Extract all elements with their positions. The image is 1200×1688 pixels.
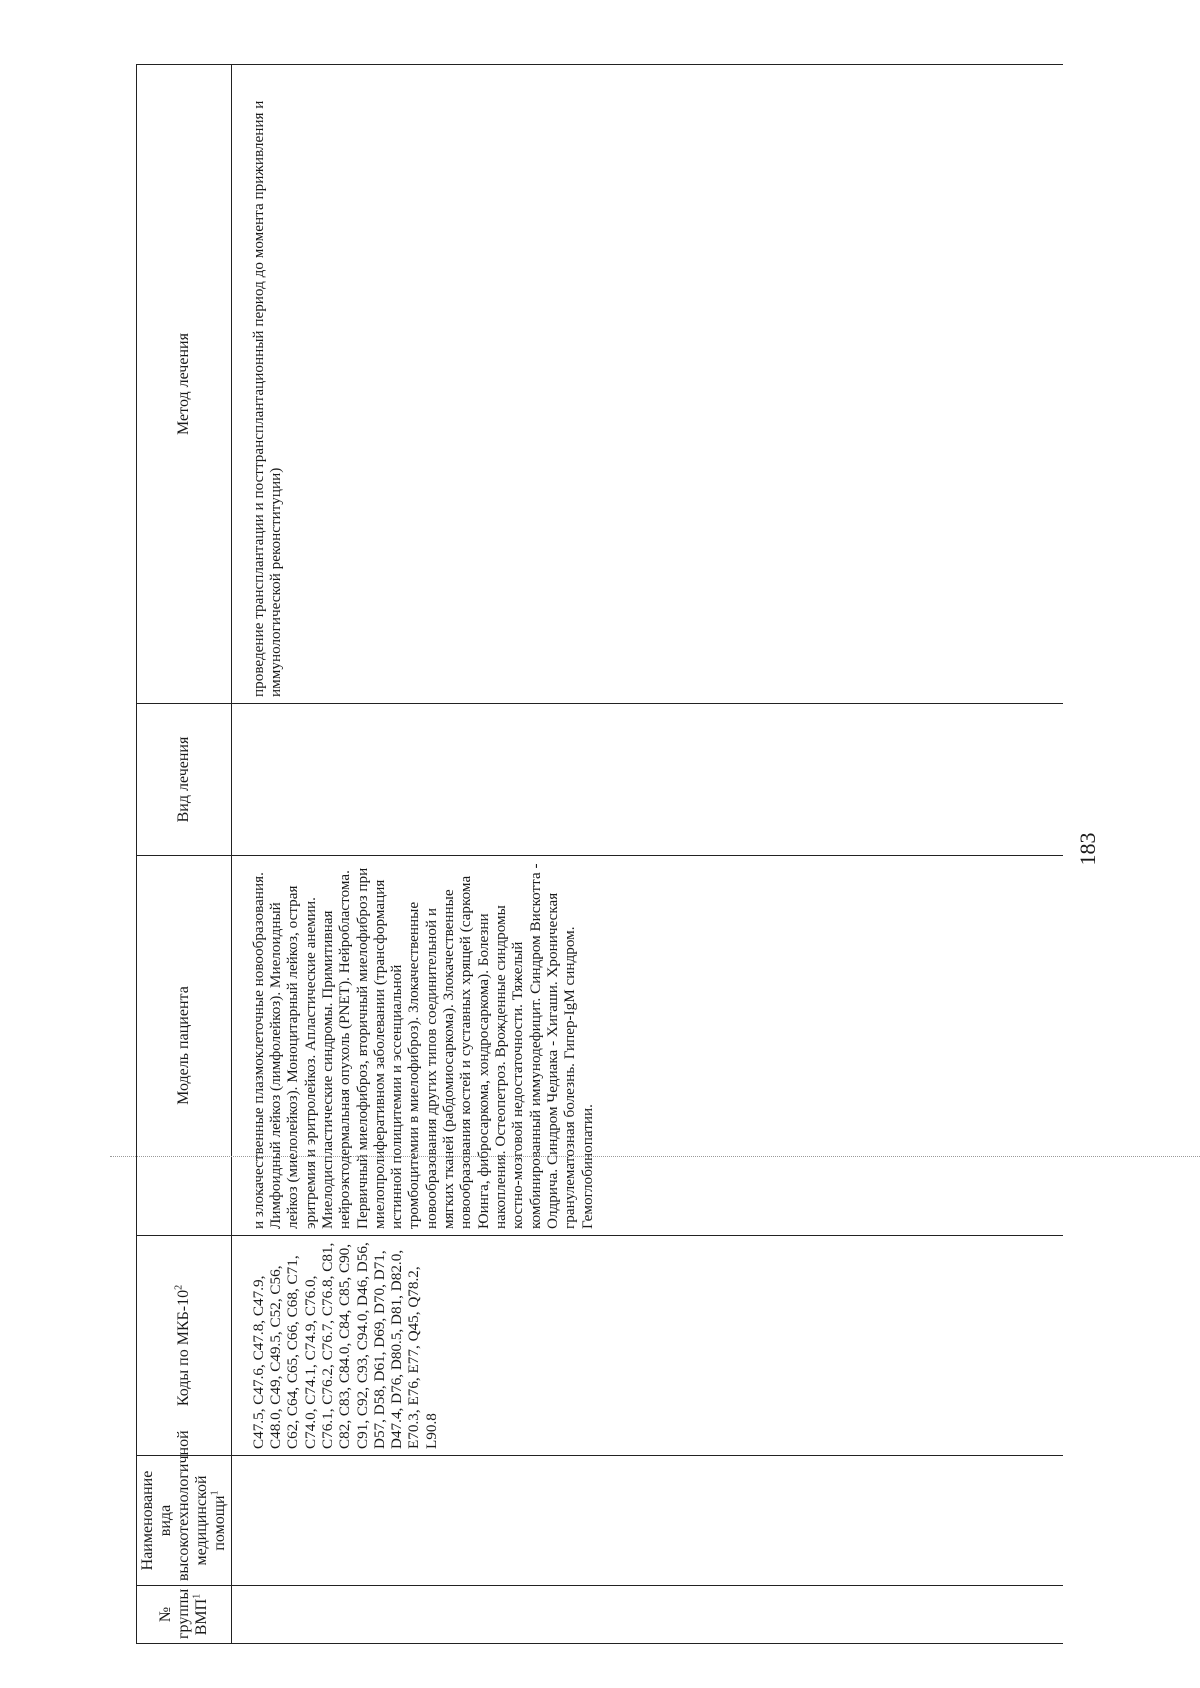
table-header-row bbox=[137, 65, 232, 1644]
header-treatment-method: Метод лечения bbox=[137, 65, 232, 704]
header-care-type-name: Наименование вида высокотехнологичной медицинской помощи$^1$ bbox=[137, 1456, 232, 1586]
scan-edge-line bbox=[110, 1156, 1200, 1157]
header-icd-codes: Коды по МКБ-$10^2$ bbox=[137, 1236, 232, 1456]
header-treatment-type: Вид лечения bbox=[137, 704, 232, 856]
cell-treatment-method: проведение трансплантации и посттрансплантационный период до момента приживления и иммунологической реконституции) bbox=[231, 65, 1063, 704]
header-group-number: № группы ВМП$^1$ bbox=[137, 1586, 232, 1644]
cell-icd-codes: C47.5, C47.6, C47.8, C47.9, C48.0, C49, C49.5, C52, C56, C62, C64, C65, C66, C68, C71, C74.0, C74.1, C74.9, C76.0, C76.1, C76.2, C76.7, C76.8, C81, C82, C83, C84.0, C84, C85, C90, C91, C92, C93, C94.0, D46, D56, D57, D58, D61, D69, D70, D71, D47.4, D76, D80.5, D81, D82.0, E70.3, E76, E77, Q45, Q78.2, L90.8 bbox=[231, 1236, 1063, 1456]
cell-group-number bbox=[231, 1586, 1063, 1644]
treatment-table bbox=[136, 64, 1063, 1644]
header-patient-model: Модель пациента bbox=[137, 856, 232, 1236]
cell-care-type-name bbox=[231, 1456, 1063, 1586]
cell-patient-model: и злокачественные плазмоклеточные новообразования. Лимфоидный лейкоз (лимфолейкоз). Миелоидный лейкоз (миелолейкоз). Моноцитарный лейкоз, острая эритремия и эритролейкоз. Апластические анемии. Миелодиспластические синдромы. Примитивная нейроэктодермальная опухоль (PNET). Нейробластома. Первичный миелофиброз, вторичный миелофиброз при миелопролиферативном заболевании (трансформация истинной полицитемии и эссенциальной тромбоцитемии в миелофиброз). Злокачественные новообразования других типов соединительной и мягких тканей (рабдомиосаркома). Злокачественные новообразования костей и суставных хрящей (саркома Юинга, фибросаркома, хондросаркома). Болезни накопления. Остеопетроз. Врожденные синдромы костно-мозговой недостаточности. Тяжелый комбинированный иммунодефицит. Синдром Вискотта - Олдрича. Синдром Чедиака - Хигаши. Хроническая гранулематозная болезнь. Гипер-IgM синдром. Гемоглобинопатии. bbox=[231, 856, 1063, 1236]
table-row bbox=[231, 65, 1063, 1644]
cell-treatment-type bbox=[231, 704, 1063, 856]
page-number: 183 bbox=[1075, 832, 1100, 866]
